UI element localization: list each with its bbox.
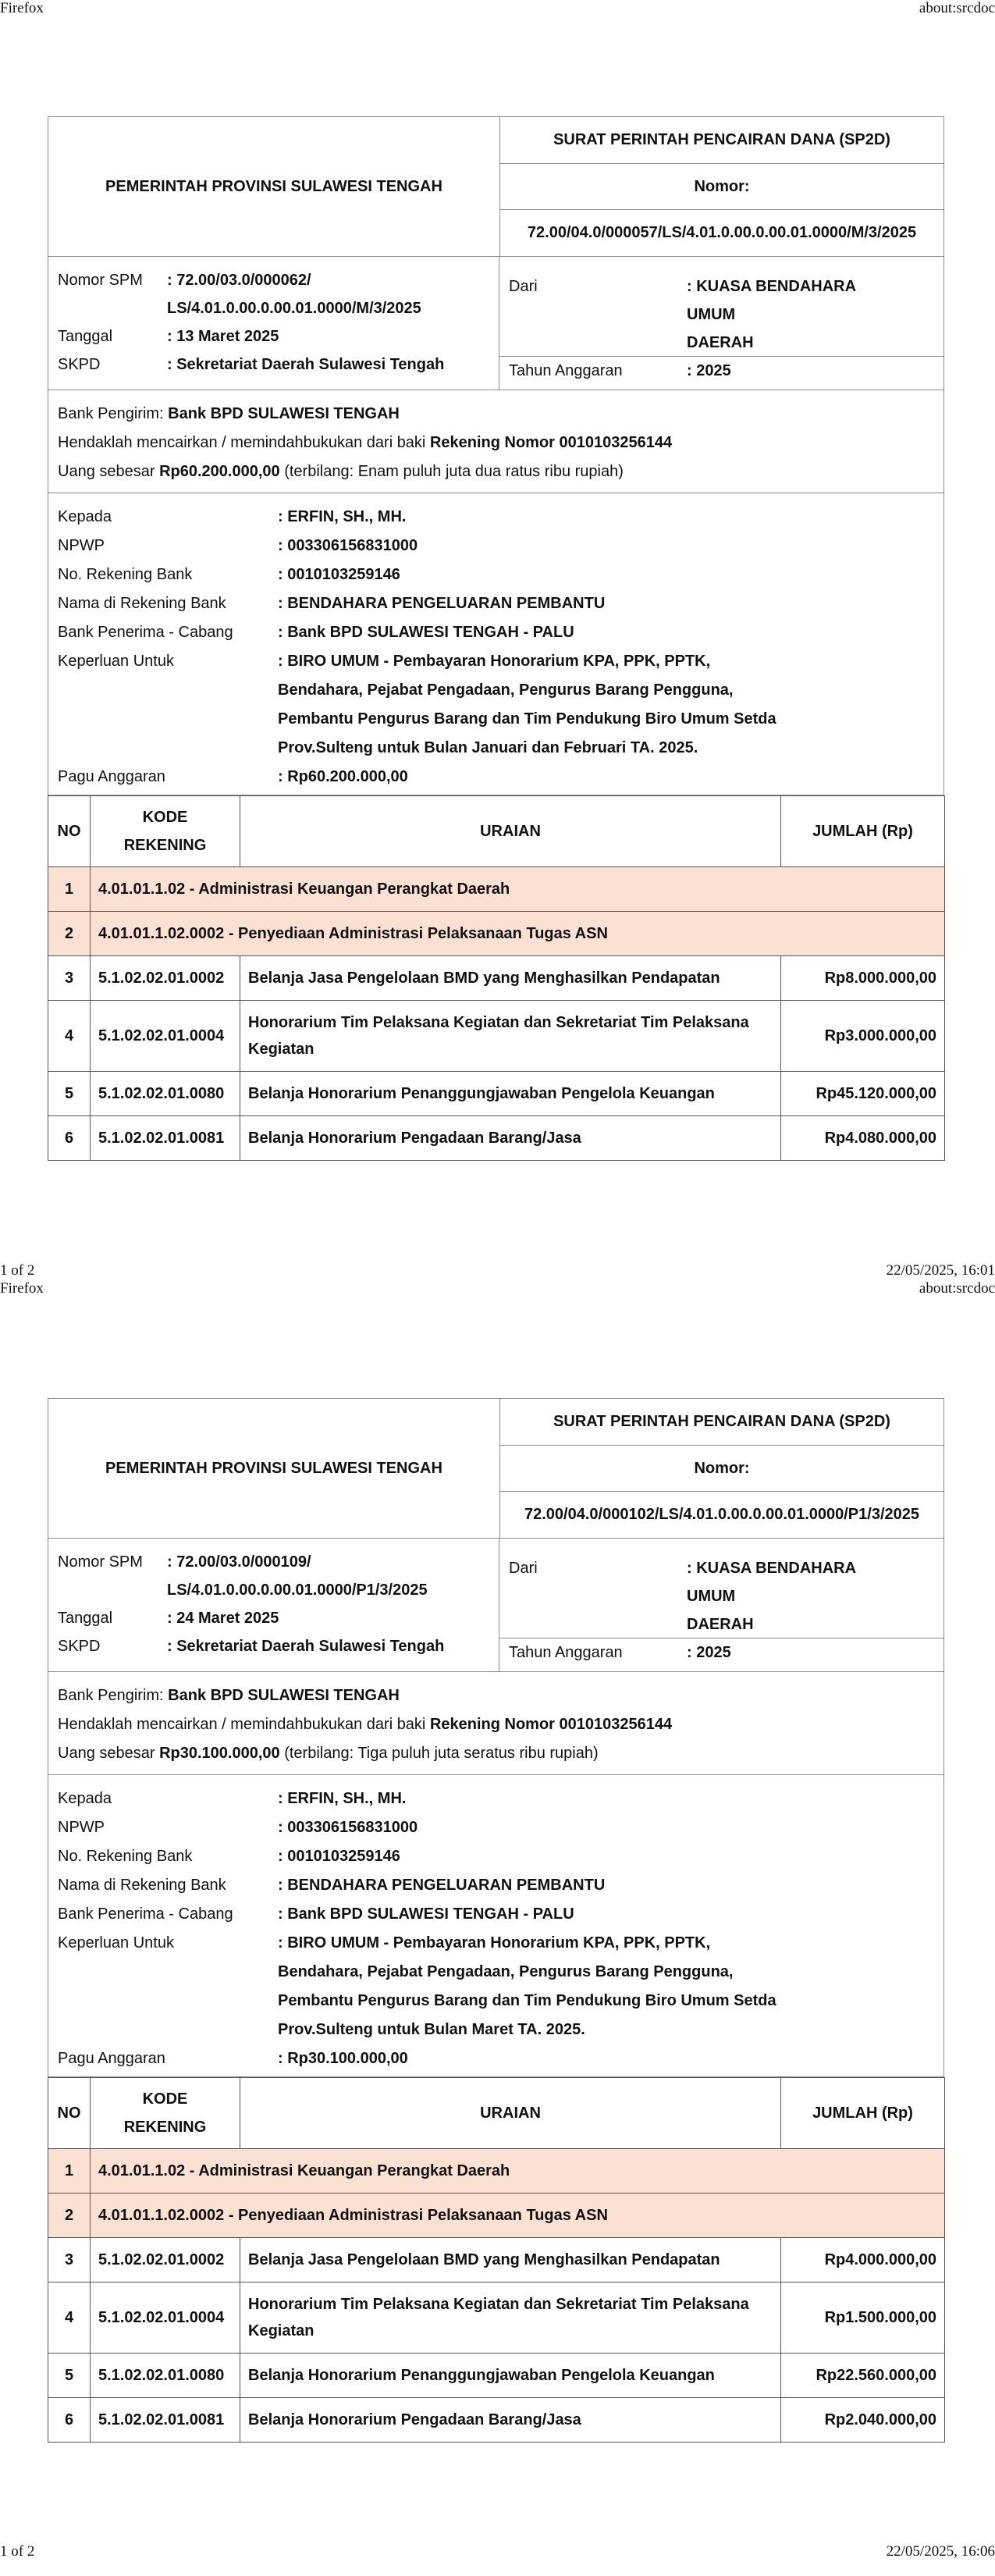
government-name: PEMERINTAH PROVINSI SULAWESI TENGAH	[48, 1399, 500, 1538]
browser-url: about:srcdoc	[919, 0, 995, 16]
account-number-value: : 0010103259146	[278, 1848, 400, 1865]
col-header-uraian: URAIAN	[240, 2078, 781, 2149]
row-uraian: Belanja Honorarium Penanggungjawaban Pengelola Keuangan	[240, 2354, 781, 2398]
sp2d-document	[48, 1398, 944, 2443]
row-jumlah: Rp22.560.000,00	[781, 2354, 945, 2398]
row-kode: 5.1.02.02.01.0002	[91, 2238, 240, 2282]
recipient-value: : ERFIN, SH., MH.	[278, 1790, 407, 1807]
expenditure-table	[48, 795, 945, 1161]
skpd-value: : Sekretariat Daerah Sulawesi Tengah	[167, 1638, 445, 1655]
row-kode: 5.1.02.02.01.0080	[91, 2354, 240, 2398]
spm-number: : 72.00/03.0/000109/	[167, 1553, 311, 1571]
bank-section	[48, 390, 944, 493]
row-no: 2	[48, 2194, 91, 2238]
browser-url: about:srcdoc	[919, 1280, 995, 1297]
row-jumlah: Rp3.000.000,00	[781, 1001, 945, 1072]
table-header-row	[48, 796, 945, 867]
row-kode: 5.1.02.02.01.0002	[91, 956, 240, 1001]
spm-section	[48, 257, 944, 390]
sp2d-number: 72.00/04.0/000057/LS/4.01.0.00.0.00.01.0000/M/3/2025	[527, 224, 917, 242]
table-row	[48, 956, 945, 1001]
category-text: 4.01.01.1.02.0002 - Penyediaan Administrasi Pelaksanaan Tugas ASN	[91, 912, 945, 956]
row-uraian: Honorarium Tim Pelaksana Kegiatan dan Sekretariat Tim Pelaksana Kegiatan	[240, 2282, 781, 2354]
source-account: Rekening Nomor 0010103256144	[429, 434, 673, 451]
row-jumlah: Rp2.040.000,00	[781, 2398, 945, 2443]
table-row	[48, 2282, 945, 2354]
document-header	[48, 116, 944, 257]
row-uraian: Belanja Jasa Pengelolaan BMD yang Menghasilkan Pendapatan	[240, 2238, 781, 2282]
account-name-value: : BENDAHARA PENGELUARAN PEMBANTU	[278, 595, 606, 612]
purpose-line-4: Prov.Sulteng untuk Bulan Januari dan Februari TA. 2025.	[278, 739, 698, 756]
col-header-kode-line1: KODE	[142, 809, 188, 826]
col-header-kode	[91, 796, 240, 867]
from-label: Dari	[509, 1560, 538, 1577]
spm-number-label: Nomor SPM	[58, 1553, 143, 1571]
purpose-label: Keperluan Untuk	[58, 1934, 174, 1952]
purpose-line-4: Prov.Sulteng untuk Bulan Maret TA. 2025.	[278, 2021, 585, 2038]
row-uraian: Belanja Honorarium Pengadaan Barang/Jasa	[240, 2398, 781, 2443]
row-no: 6	[48, 2398, 91, 2443]
sp2d-document	[48, 116, 944, 1161]
category-text: 4.01.01.1.02 - Administrasi Keuangan Perangkat Daerah	[91, 867, 945, 912]
table-row	[48, 1072, 945, 1116]
document-header	[48, 1398, 944, 1539]
amount-in-words: (terbilang: Enam puluh juta dua ratus ribu rupiah)	[279, 463, 624, 480]
from-label: Dari	[509, 278, 538, 295]
budget-ceiling-value: : Rp30.100.000,00	[278, 2050, 408, 2067]
table-row	[48, 1116, 945, 1161]
table-row	[48, 2238, 945, 2282]
account-number-label: No. Rekening Bank	[58, 1848, 193, 1865]
amount-label: Uang sebesar	[58, 463, 160, 480]
sender-bank: Bank BPD SULAWESI TENGAH	[168, 405, 400, 422]
source-account: Rekening Nomor 0010103256144	[429, 1716, 673, 1733]
account-name-label: Nama di Rekening Bank	[58, 595, 226, 612]
receiving-bank-label: Bank Penerima - Cabang	[58, 624, 233, 641]
row-kode: 5.1.02.02.01.0081	[91, 1116, 240, 1161]
col-header-kode-line2: REKENING	[123, 2119, 207, 2136]
category-text: 4.01.01.1.02 - Administrasi Keuangan Perangkat Daerah	[91, 2149, 945, 2194]
account-name-value: : BENDAHARA PENGELUARAN PEMBANTU	[278, 1877, 606, 1894]
recipient-value: : ERFIN, SH., MH.	[278, 508, 407, 525]
sender-bank-label: Bank Pengirim:	[58, 1687, 169, 1704]
npwp-value: : 003306156831000	[278, 1819, 418, 1836]
from-value-cont: DAERAH	[687, 334, 754, 351]
amount-in-words: (terbilang: Tiga puluh juta seratus ribu rupiah)	[279, 1745, 599, 1762]
purpose-label: Keperluan Untuk	[58, 653, 174, 670]
amount-value: Rp60.200.000,00	[159, 463, 280, 480]
row-no: 5	[48, 1072, 91, 1116]
receiving-bank-value: : Bank BPD SULAWESI TENGAH - PALU	[278, 1905, 574, 1923]
table-row	[48, 2149, 945, 2194]
npwp-label: NPWP	[58, 537, 105, 554]
npwp-value: : 003306156831000	[278, 537, 418, 554]
spm-number-cont: LS/4.01.0.00.0.00.01.0000/M/3/2025	[167, 300, 421, 317]
table-row	[48, 2354, 945, 2398]
purpose-line-3: Pembantu Pengurus Barang dan Tim Pendukung Biro Umum Setda	[278, 1992, 776, 2009]
date-value: : 24 Maret 2025	[167, 1610, 279, 1627]
row-no: 1	[48, 2149, 91, 2194]
nomor-label: Nomor:	[500, 164, 943, 211]
category-text: 4.01.01.1.02.0002 - Penyediaan Administrasi Pelaksanaan Tugas ASN	[91, 2194, 945, 2238]
row-no: 1	[48, 867, 91, 912]
spm-section	[48, 1539, 944, 1672]
table-row	[48, 2398, 945, 2443]
row-uraian: Belanja Jasa Pengelolaan BMD yang Menghasilkan Pendapatan	[240, 956, 781, 1001]
nomor-label: Nomor:	[500, 1446, 943, 1493]
skpd-label: SKPD	[58, 356, 101, 373]
fiscal-year-value: : 2025	[687, 1644, 731, 1661]
date-label: Tanggal	[58, 1610, 113, 1627]
row-jumlah: Rp4.080.000,00	[781, 1116, 945, 1161]
receiving-bank-value: : Bank BPD SULAWESI TENGAH - PALU	[278, 624, 574, 641]
expenditure-table	[48, 2077, 945, 2443]
purpose-line-2: Bendahara, Pejabat Pengadaan, Pengurus Barang Pengguna,	[278, 681, 734, 699]
table-row	[48, 912, 945, 956]
spm-number-label: Nomor SPM	[58, 272, 143, 289]
budget-ceiling-label: Pagu Anggaran	[58, 768, 165, 785]
row-no: 3	[48, 2238, 91, 2282]
col-header-jumlah: JUMLAH (Rp)	[781, 796, 945, 867]
date-value: : 13 Maret 2025	[167, 328, 279, 345]
col-header-no: NO	[48, 796, 91, 867]
spm-number-cont: LS/4.01.0.00.0.00.01.0000/P1/3/2025	[167, 1582, 428, 1599]
spm-number: : 72.00/03.0/000062/	[167, 272, 311, 289]
col-header-no: NO	[48, 2078, 91, 2149]
sender-bank: Bank BPD SULAWESI TENGAH	[168, 1687, 400, 1704]
col-header-kode	[91, 2078, 240, 2149]
browser-app-name: Firefox	[0, 0, 44, 16]
row-uraian: Belanja Honorarium Penanggungjawaban Pengelola Keuangan	[240, 1072, 781, 1116]
amount-value: Rp30.100.000,00	[159, 1745, 280, 1762]
recipient-section	[48, 1775, 944, 2077]
row-kode: 5.1.02.02.01.0004	[91, 2282, 240, 2354]
fiscal-year-label: Tahun Anggaran	[509, 1644, 623, 1661]
purpose-line-1: : BIRO UMUM - Pembayaran Honorarium KPA, PPK, PPTK,	[278, 1934, 711, 1952]
budget-ceiling-label: Pagu Anggaran	[58, 2050, 165, 2067]
row-jumlah: Rp8.000.000,00	[781, 956, 945, 1001]
table-header-row	[48, 2078, 945, 2149]
row-kode: 5.1.02.02.01.0080	[91, 1072, 240, 1116]
account-number-label: No. Rekening Bank	[58, 566, 193, 583]
row-uraian: Honorarium Tim Pelaksana Kegiatan dan Sekretariat Tim Pelaksana Kegiatan	[240, 1001, 781, 1072]
row-kode: 5.1.02.02.01.0081	[91, 2398, 240, 2443]
recipient-label: Kepada	[58, 1790, 112, 1807]
doc-title: SURAT PERINTAH PENCAIRAN DANA (SP2D)	[500, 1399, 943, 1446]
row-no: 4	[48, 2282, 91, 2354]
from-value: : KUASA BENDAHARA UMUM	[687, 278, 856, 323]
purpose-line-1: : BIRO UMUM - Pembayaran Honorarium KPA, PPK, PPTK,	[278, 653, 711, 670]
recipient-label: Kepada	[58, 508, 112, 525]
purpose-line-3: Pembantu Pengurus Barang dan Tim Pendukung Biro Umum Setda	[278, 710, 776, 728]
date-label: Tanggal	[58, 328, 113, 345]
amount-label: Uang sebesar	[58, 1745, 160, 1762]
doc-title: SURAT PERINTAH PENCAIRAN DANA (SP2D)	[500, 117, 943, 164]
fiscal-year-value: : 2025	[687, 362, 731, 379]
npwp-label: NPWP	[58, 1819, 105, 1836]
from-value: : KUASA BENDAHARA UMUM	[687, 1560, 856, 1605]
row-no: 6	[48, 1116, 91, 1161]
sp2d-number: 72.00/04.0/000102/LS/4.01.0.00.0.00.01.0000/P1/3/2025	[524, 1506, 919, 1524]
table-row	[48, 2194, 945, 2238]
table-row	[48, 867, 945, 912]
sender-bank-label: Bank Pengirim:	[58, 405, 169, 422]
budget-ceiling-value: : Rp60.200.000,00	[278, 768, 408, 785]
account-number-value: : 0010103259146	[278, 566, 400, 583]
fiscal-year-label: Tahun Anggaran	[509, 362, 623, 379]
government-name: PEMERINTAH PROVINSI SULAWESI TENGAH	[48, 117, 500, 256]
skpd-label: SKPD	[58, 1638, 101, 1655]
print-timestamp: 22/05/2025, 16:06	[886, 2543, 995, 2560]
page-number: 1 of 2	[0, 2543, 35, 2560]
receiving-bank-label: Bank Penerima - Cabang	[58, 1905, 233, 1923]
instruction-text: Hendaklah mencairkan / memindahbukukan dari baki	[58, 1716, 430, 1733]
row-uraian: Belanja Honorarium Pengadaan Barang/Jasa	[240, 1116, 781, 1161]
col-header-kode-line2: REKENING	[123, 837, 207, 854]
col-header-uraian: URAIAN	[240, 796, 781, 867]
bank-section	[48, 1672, 944, 1775]
row-no: 2	[48, 912, 91, 956]
from-value-cont: DAERAH	[687, 1616, 754, 1633]
account-name-label: Nama di Rekening Bank	[58, 1877, 226, 1894]
row-kode: 5.1.02.02.01.0004	[91, 1001, 240, 1072]
row-no: 4	[48, 1001, 91, 1072]
page-number: 1 of 2	[0, 1262, 35, 1279]
col-header-jumlah: JUMLAH (Rp)	[781, 2078, 945, 2149]
row-no: 5	[48, 2354, 91, 2398]
row-jumlah: Rp4.000.000,00	[781, 2238, 945, 2282]
print-timestamp: 22/05/2025, 16:01	[886, 1262, 995, 1279]
instruction-text: Hendaklah mencairkan / memindahbukukan dari baki	[58, 434, 430, 451]
col-header-kode-line1: KODE	[142, 2090, 188, 2108]
skpd-value: : Sekretariat Daerah Sulawesi Tengah	[167, 356, 445, 373]
row-no: 3	[48, 956, 91, 1001]
row-jumlah: Rp45.120.000,00	[781, 1072, 945, 1116]
recipient-section	[48, 493, 944, 795]
row-jumlah: Rp1.500.000,00	[781, 2282, 945, 2354]
table-row	[48, 1001, 945, 1072]
browser-app-name: Firefox	[0, 1280, 44, 1297]
purpose-line-2: Bendahara, Pejabat Pengadaan, Pengurus Barang Pengguna,	[278, 1963, 734, 1980]
